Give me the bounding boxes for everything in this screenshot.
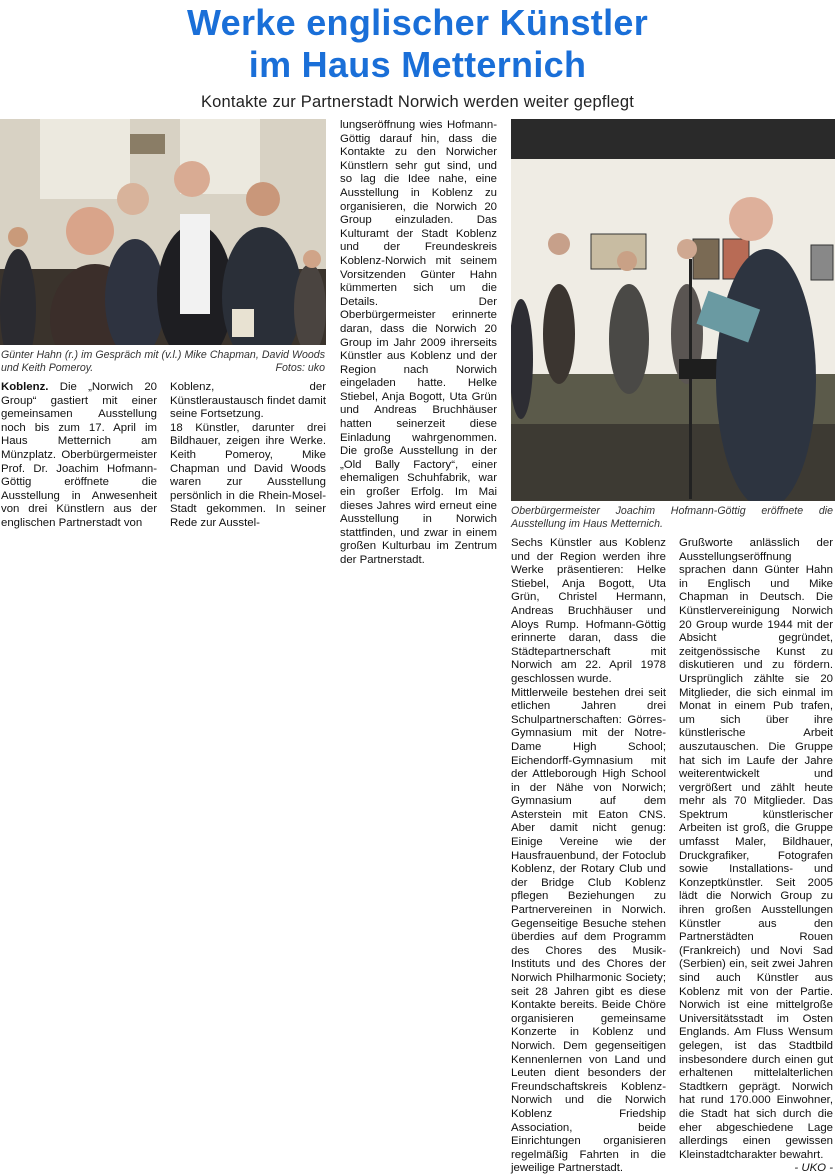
photo-left-conversation (0, 119, 326, 345)
subheadline: Kontakte zur Partnerstadt Norwich werden weiter gepflegt (200, 93, 635, 111)
column-2-paragraph-2: 18 Künstler, darunter drei Bildhauer, zeigen ihre Werke. Keith Pomeroy, Mike Chapman und David Woods waren zur Ausstellung persönlich in die Rhein-Mosel-Stadt gekommen. In seiner Rede zur Ausstel- (170, 421, 326, 529)
headline-line-1: Werke englischer Künstler (187, 2, 648, 43)
column-4-paragraph-2: Mittlerweile bestehen drei seit etlichen Jahren drei Schulpartnerschaften: Görres-Gymnasium mit der Notre-Dame High School; Eichendorff-Gymnasium mit der Attleborough High School in der Nähe von Norwich; Gymnasium auf dem Asterstein mit Eaton CNS. Aber damit nicht genug: Einige Vereine wie der Hausfrauenbund, der Fotoclub Koblenz, der Rotary Club und der Bridge Club Koblenz pflegen Beziehungen zu Partnervereinen in Norwich. Gegenseitige Besuche stehen überdies auf dem Programm des Chores des Musik-Instituts und des Chores der Norwich Philharmonic Society; seit 28 Jahren gibt es diese Kontakte bereits. Beide Chöre organisieren gemeinsame Konzerte in Koblenz und Norwich. Dem gegenseitigen Kennenlernen von Land und Leuten dient besonders der Freundschaftskreis Koblenz-Norwich und die Norwich Koblenz Friedship Association, beide Einrichtungen organisieren regelmäßig Fahrten in die jeweilige Partnerstadt. (511, 686, 666, 1175)
photo-right-speech (511, 119, 835, 501)
article-column-4 (511, 537, 666, 1176)
headline (0, 2, 835, 86)
column-3-text: lungseröffnung wies Hofmann-Göttig darauf hin, dass die Kontakte zu den Norwicher Künstlern sehr gut sind, und so lag die Idee nahe, eine Ausstellung in Koblenz zu organisieren, die Norwich 20 Group einzuladen. Das Kulturamt der Stadt Koblenz und der Freundeskreis Koblenz-Norwich mit seinem Vorsitzenden Günter Hahn kümmerten sich um die Details. Der Oberbürgermeister erinnerte daran, dass die Norwich 20 Group im Jahr 2009 ihrerseits Künstler aus Koblenz und der Region nach Norwich eingeladen hatte. Helke Stiebel, Anja Bogott, Uta Grün und Andreas Bruchhäuser hatten seinerzeit diese Einladung wahrgenommen. Die große Ausstellung in der „Old Bally Factory“, einer ehemaligen Schuhfabrik, war ein großer Erfolg. Im Mai dieses Jahres wird erneut eine Ausstellung in Norwich stattfinden, und zwar in einem großen Kulturbau im Zentrum der Partnerstadt. (340, 119, 497, 566)
column-5-text: Grußworte anlässlich der Ausstellungseröffnung sprachen dann Günter Hahn in Englisch und Mike Chapman in Deutsch. Die Künstlervereinigung Norwich 20 Group wurde 1944 mit der Absicht gegründet, zeitgenössische Kunst zu diskutieren und zu fördern. Ursprünglich zählte sie 20 Mitglieder, die sich einmal im Monat in einem Pub trafen, um sich über ihre künstlerische Arbeit auszutauschen. Die Gruppe hat sich im Laufe der Jahre weiterentwickelt und vergrößert und zählt heute mehr als 70 Mitglieder. Das Spektrum künstlerischer Arbeiten ist groß, die Gruppe umfasst Maler, Bildhauer, Druckgrafiker, Fotografen sowie Installations- und Konzeptkünstler. Seit 2005 lädt die Norwich Group zu ihren großen Ausstellungen Künstler aus den Partnerstädten Rouen (Frankreich) und Novi Sad (Serbien) ein, seit zwei Jahren sind auch Künstler aus Koblenz mit von der Partie. Norwich ist eine mittelgroße Universitätsstadt im Osten Englands. Am Fluss Wensum gelegen, ist das Stadtbild insbesondere durch einen gut erhaltenen mittelalterlichen Stadtkern geprägt. Norwich hat rund 170.000 Einwohner, die Stadt hat sich durch die eher abgeschiedene Lage allerdings einen gewissen Kleinstadtcharakter bewahrt. (679, 537, 833, 1161)
dateline: Koblenz. (1, 381, 49, 393)
article-column-5 (679, 537, 833, 1176)
photo-right-caption: Oberbürgermeister Joachim Hofmann-Göttig eröffnete die Ausstellung im Haus Metternich. (511, 505, 833, 530)
author-signature: - UKO - (794, 1162, 833, 1175)
column-1-text: Die „Norwich 20 Group“ gastiert mit einer gemeinsamen Ausstellung noch bis zum 17. April im Haus Metternich am Münzplatz. Oberbürgermeister Prof. Dr. Joachim Hofmann-Göttig eröffnete die Ausstellung in Anwesenheit von drei Künstlern aus der englischen Partnerstadt von (1, 381, 157, 529)
photo-left-caption (1, 349, 325, 375)
column-2-paragraph-1: Koblenz, der Künstleraustausch findet damit seine Fortsetzung. (170, 381, 326, 421)
article-column-3 (340, 119, 497, 568)
article-column-1 (1, 381, 157, 531)
photo-credit: Fotos: uko (275, 362, 325, 374)
article-column-2 (170, 381, 326, 531)
headline-line-2: im Haus Metternich (248, 44, 587, 85)
column-4-paragraph-1: Sechs Künstler aus Koblenz und der Region werden ihre Werke präsentieren: Helke Stiebel, Anja Bogott, Uta Grün, Christel Hermann, Andreas Bruchhäuser und Aloys Rump. Hofmann-Göttig erinnerte daran, dass die Städtepartnerschaft mit Norwich am 22. April 1978 geschlossen wurde. (511, 537, 666, 685)
caption-text: Günter Hahn (r.) im Gespräch mit (v.l.) Mike Chapman, David Woods und Keith Pomeroy. (1, 349, 325, 374)
